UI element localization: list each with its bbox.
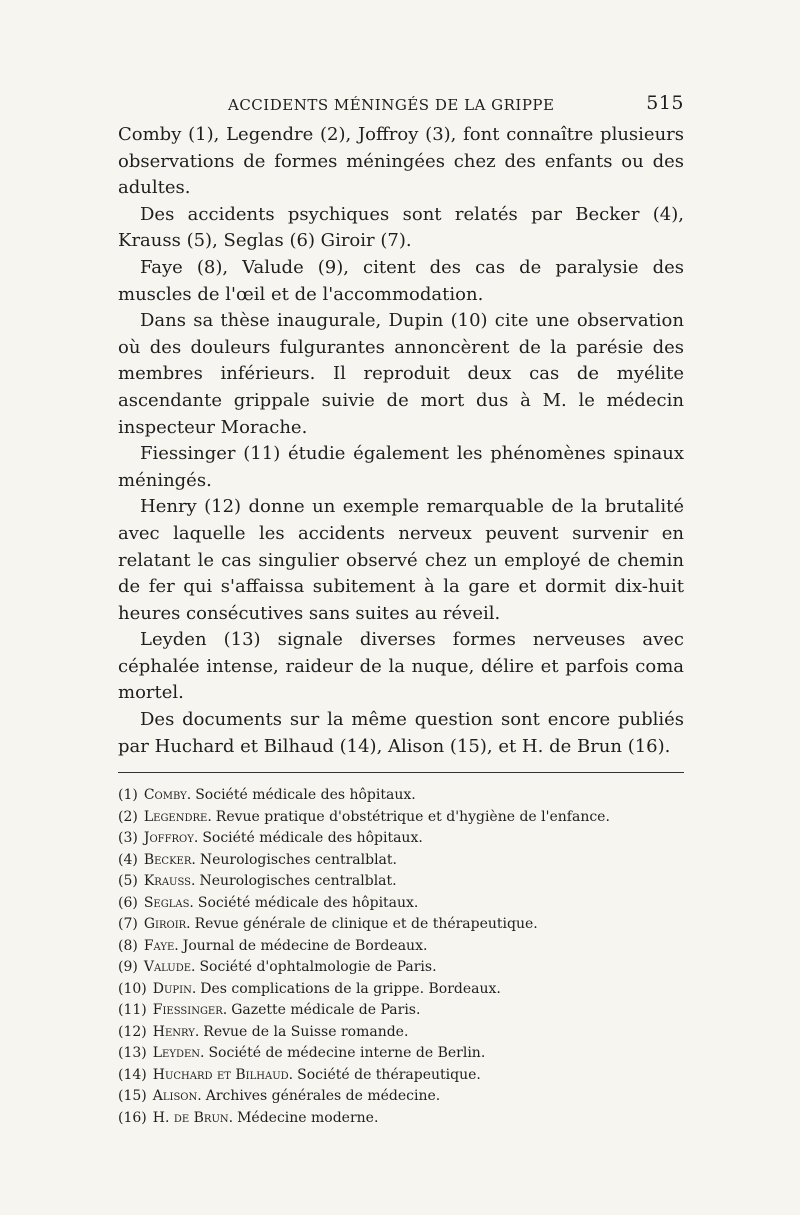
footnote-number: (13) xyxy=(118,1045,147,1062)
footnote xyxy=(118,785,684,807)
footnote-text: Médecine moderne. xyxy=(237,1109,379,1126)
footnote-number: (5) xyxy=(118,873,138,890)
body-text xyxy=(118,122,684,760)
footnote-text: Société médicale des hôpitaux. xyxy=(202,830,423,847)
footnote-text: Neurologisches centralblat. xyxy=(199,873,397,890)
footnote-text: Revue pratique d'obstétrique et d'hygiène de l'enfance. xyxy=(215,808,610,825)
footnote xyxy=(118,1043,684,1065)
footnote-author: Fiessinger. xyxy=(152,1002,228,1019)
footnote xyxy=(118,1108,684,1130)
footnote-text: Gazette médicale de Paris. xyxy=(231,1002,421,1019)
footnote-number: (11) xyxy=(118,1002,147,1019)
footnote-author: Seglas. xyxy=(143,894,194,911)
footnote-author: Comby. xyxy=(143,787,192,804)
book-page xyxy=(118,92,684,1129)
footnote-author: Valude. xyxy=(143,959,196,976)
footnote-text: Archives générales de médecine. xyxy=(205,1088,441,1105)
footnote-number: (10) xyxy=(118,980,147,997)
footnote-number: (6) xyxy=(118,894,138,911)
footnote-text: Société de thérapeutique. xyxy=(297,1066,481,1083)
footnote-number: (7) xyxy=(118,916,138,933)
footnote-text: Revue de la Suisse romande. xyxy=(203,1023,409,1040)
footnote xyxy=(118,1000,684,1022)
footnote-number: (14) xyxy=(118,1066,147,1083)
footnote-number: (8) xyxy=(118,937,138,954)
footnote-text: Société d'ophtalmologie de Paris. xyxy=(199,959,437,976)
footnote xyxy=(118,1086,684,1108)
footnote-text: Société de médecine interne de Berlin. xyxy=(208,1045,486,1062)
footnote-number: (9) xyxy=(118,959,138,976)
footnote-text: Société médicale des hôpitaux. xyxy=(195,787,416,804)
footnote-text: Société médicale des hôpitaux. xyxy=(197,894,419,911)
footnote xyxy=(118,979,684,1001)
footnote-author: Alison. xyxy=(152,1088,202,1105)
paragraph: Comby (1), Legendre (2), Joffroy (3), font connaître plusieurs observations de formes méningées chez des enfants ou des adultes. xyxy=(118,124,684,199)
paragraph: Dans sa thèse inaugurale, Dupin (10) cite une observation où des douleurs fulgurantes annoncèrent de la parésie des membres inférieurs. Il reproduit deux cas de myélite ascendante grippale suivie de mort dus à M. le médecin inspecteur Morache. xyxy=(118,310,684,438)
footnote-text: Revue générale de clinique et de thérapeutique. xyxy=(194,916,538,933)
footnote-text: Neurologisches centralblat. xyxy=(199,851,397,868)
running-title: ACCIDENTS MÉNINGÉS DE LA GRIPPE xyxy=(228,96,555,114)
footnote-author: Faye. xyxy=(143,937,179,954)
footnote-author: Joffroy. xyxy=(143,830,199,847)
footnote-author: H. de Brun. xyxy=(152,1109,234,1126)
page-header xyxy=(118,92,684,122)
footnote-number: (3) xyxy=(118,830,138,847)
footnote-number: (12) xyxy=(118,1023,147,1040)
paragraph: Henry (12) donne un exemple remarquable de la brutalité avec laquelle les accidents nerveux peuvent survenir en relatant le cas singulier observé chez un employé de chemin de fer qui s'affaissa subitement à la gare et dormit dix-huit heures consécutives sans suites au réveil. xyxy=(118,496,684,624)
footnote-author: Krauss. xyxy=(143,873,196,890)
footnote xyxy=(118,914,684,936)
footnote-number: (15) xyxy=(118,1088,147,1105)
paragraph: Des accidents psychiques sont relatés par Becker (4), Krauss (5), Seglas (6) Giroir (7). xyxy=(118,203,684,252)
paragraph: Faye (8), Valude (9), citent des cas de paralysie des muscles de l'œil et de l'accommodation. xyxy=(118,256,684,305)
footnote xyxy=(118,936,684,958)
footnote xyxy=(118,807,684,829)
footnote xyxy=(118,957,684,979)
footnote-author: Legendre. xyxy=(143,808,212,825)
footnote-number: (4) xyxy=(118,851,138,868)
footnote-number: (1) xyxy=(118,787,138,804)
footnote xyxy=(118,893,684,915)
page-number: 515 xyxy=(646,92,684,114)
paragraph: Des documents sur la même question sont encore publiés par Huchard et Bilhaud (14), Alison (15), et H. de Brun (16). xyxy=(118,709,684,757)
footnote xyxy=(118,871,684,893)
footnote-number: (16) xyxy=(118,1109,147,1126)
footnote-author: Dupin. xyxy=(152,980,197,997)
footnote-author: Huchard et Bilhaud. xyxy=(152,1066,294,1083)
footnote-author: Giroir. xyxy=(143,916,191,933)
footnote-author: Henry. xyxy=(152,1023,200,1040)
footnote-rule xyxy=(118,772,684,773)
footnote-text: Des complications de la grippe. Bordeaux. xyxy=(200,980,501,997)
paragraph: Leyden (13) signale diverses formes nerveuses avec céphalée intense, raideur de la nuque, délire et parfois coma mortel. xyxy=(118,629,684,704)
footnotes xyxy=(118,785,684,1129)
paragraph: Fiessinger (11) étudie également les phénomènes spinaux méningés. xyxy=(118,443,684,491)
footnote-author: Becker. xyxy=(143,851,196,868)
footnote xyxy=(118,1022,684,1044)
footnote-number: (2) xyxy=(118,808,138,825)
footnote xyxy=(118,828,684,850)
footnote xyxy=(118,1065,684,1087)
footnote-author: Leyden. xyxy=(152,1045,205,1062)
footnote-text: Journal de médecine de Bordeaux. xyxy=(182,937,428,954)
footnote xyxy=(118,850,684,872)
